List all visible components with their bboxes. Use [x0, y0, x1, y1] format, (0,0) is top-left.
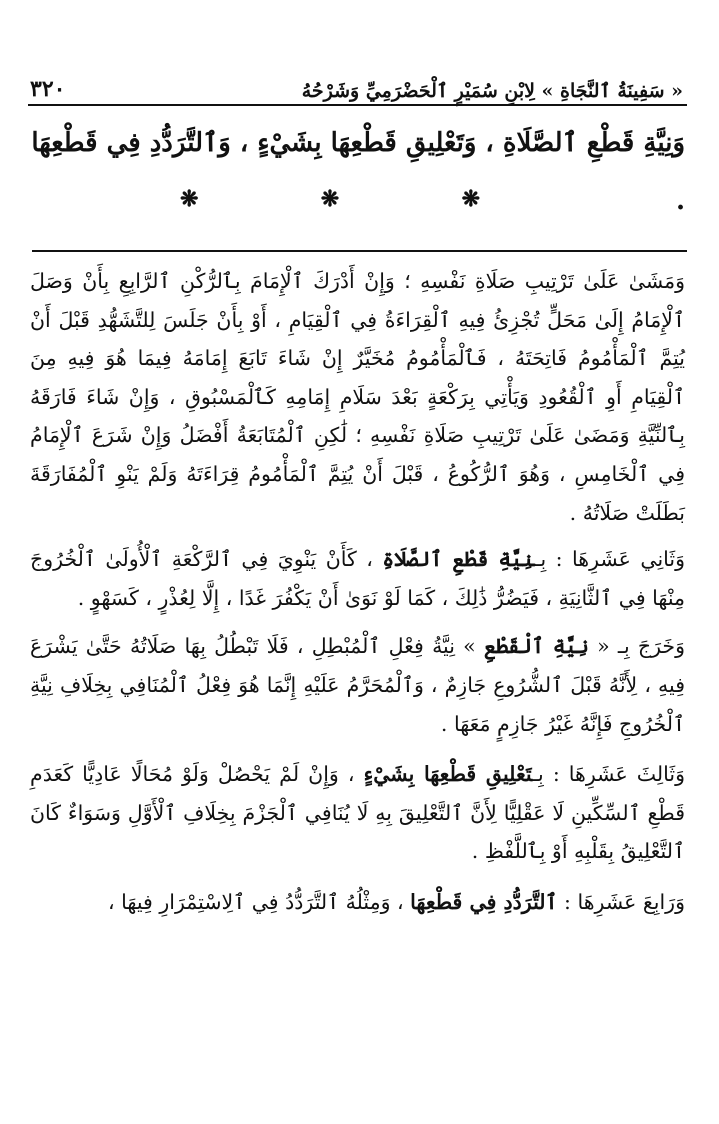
page-number: ٣٢٠ [30, 76, 66, 102]
paragraph-rest: » نِيَّةُ فِعْلِ ٱلْمُبْطِلِ ، فَلَا تَبْطُلُ بِهَا صَلَاتُهُ حَتَّىٰ يَشْرَعَ فِيهِ ، لِأَنَّهُ قَبْلَ ٱلشُّرُوعِ جَازِمٌ ، وَٱلْمُحَرَّمُ عَلَيْهِ إِنَّمَا هُوَ فِعْلُ ٱلْمُنَافِي بِخِلَافِ نِيَّةِ ٱلْخُرُوجِ فَإِنَّهُ غَيْرُ جَازِمٍ مَعَهَا . [30, 634, 685, 736]
commentary-paragraph [30, 755, 685, 871]
asterism-ornament-icon: ❋ [320, 186, 340, 212]
section-ornaments [180, 186, 480, 212]
commentary-paragraph [30, 540, 685, 617]
matn-quote: نِيَّةِ ٱلْقَطْعِ [483, 634, 589, 659]
paragraph-lead: وَخَرَجَ بِـ « [588, 634, 685, 659]
commentary-paragraph [30, 627, 685, 743]
asterism-ornament-icon: ❋ [180, 186, 199, 212]
commentary-divider [32, 250, 687, 252]
header-rule [28, 104, 687, 106]
paragraph-rest: ، كَأَنْ يَنْوِيَ فِي ٱلرَّكْعَةِ ٱلْأُولَىٰ ٱلْخُرُوجَ مِنْهَا فِي ٱلثَّانِيَةِ ، فَيَضُرُّ ذَٰلِكَ ، كَمَا لَوْ نَوَىٰ أَنْ يَكْفُرَ غَدًا ، إِلَّا لِعُذْرٍ ، كَسَهْوٍ . [30, 547, 685, 610]
paragraph-lead: وَرَابِعَ عَشَرِهَا : [557, 889, 685, 914]
asterism-ornament-icon: ❋ [461, 186, 480, 212]
paragraph-rest: ، وَمِثْلُهُ ٱلتَّرَدُّدُ فِي ٱلِاسْتِمْرَارِ فِيهَا ، [108, 889, 411, 914]
running-header [30, 56, 683, 102]
paragraph-lead: وَثَالِثَ عَشَرِهَا : بِـ [532, 762, 685, 787]
commentary-paragraph: وَمَشَىٰ عَلَىٰ تَرْتِيبِ صَلَاةِ نَفْسِهِ ؛ وَإِنْ أَدْرَكَ ٱلْإِمَامَ بِٱلرُّكْنِ ٱلرَّابِعِ بِأَنْ وَصَلَ ٱلْإِمَامُ إِلَىٰ مَحَلٍّ تُجْزِئُ فِيهِ ٱلْقِرَاءَةُ فِي ٱلْقِيَامِ ، أَوْ بِأَنْ جَلَسَ لِلتَّشَهُّدِ قَبْلَ أَنْ يُتِمَّ ٱلْمَأْمُومُ فَاتِحَتَهُ ، فَٱلْمَأْمُومُ مُخَيَّرٌ إِنْ شَاءَ تَابَعَ إِمَامَهُ فِيمَا هُوَ فِيهِ مِنَ ٱلْقِيَامِ أَوِ ٱلْقُعُودِ وَيَأْتِي بِرَكْعَةٍ بَعْدَ سَلَامِ إِمَامِهِ كَٱلْمَسْبُوقِ ، وَإِنْ شَاءَ فَارَقَهُ بِٱلنِّيَّةِ وَمَضَىٰ عَلَىٰ تَرْتِيبِ صَلَاةِ نَفْسِهِ ؛ لَٰكِنِ ٱلْمُتَابَعَةُ أَفْضَلُ وَإِنْ شَرَعَ ٱلْإِمَامُ فِي ٱلْخَامِسِ ، وَهُوَ ٱلرُّكُوعُ ، قَبْلَ أَنْ يُتِمَّ ٱلْمَأْمُومُ قِرَاءَتَهُ وَلَمْ يَنْوِ ٱلْمُفَارَقَةَ بَطَلَتْ صَلَاتُهُ . [30, 269, 685, 525]
book-title-header: « سَفِينَةُ ٱلنَّجَاةِ » لِابْنِ سُمَيْرٍ ٱلْحَضْرَمِيِّ وَشَرْحُهُ [301, 80, 683, 102]
matn-quote: نِيَّةِ قَطْعِ ٱلصَّلَاةِ [382, 547, 535, 572]
paragraph-lead: وَثَانِي عَشَرِهَا : بِـ [534, 547, 686, 572]
matn-quote: ٱلتَّرَدُّدِ فِي قَطْعِهَا [410, 889, 558, 914]
commentary-paragraph [30, 883, 685, 922]
commentary-body [30, 262, 685, 932]
matn-text: وَنِيَّةِ قَطْعِ ٱلصَّلَاةِ ، وَتَعْلِيقِ قَطْعِهَا بِشَيْءٍ ، وَٱلتَّرَدُّدِ فِي قَطْعِهَا . [31, 128, 685, 216]
matn-quote: تَعْلِيقِ قَطْعِهَا بِشَيْءٍ [363, 762, 533, 787]
paragraph-rest: ، وَإِنْ لَمْ يَحْصُلْ وَلَوْ مُحَالًا عَادِيًّا كَعَدَمِ قَطْعِ ٱلسِّكِّينِ لَا عَقْلِيًّا لِأَنَّ ٱلتَّعْلِيقَ بِهِ لَا يُنَافِي ٱلْجَزْمَ بِخِلَافِ ٱلْأَوَّلِ وَسَوَاءٌ كَانَ ٱلتَّعْلِيقُ بِقَلْبِهِ أَوْ بِٱللَّفْظِ . [30, 762, 685, 864]
